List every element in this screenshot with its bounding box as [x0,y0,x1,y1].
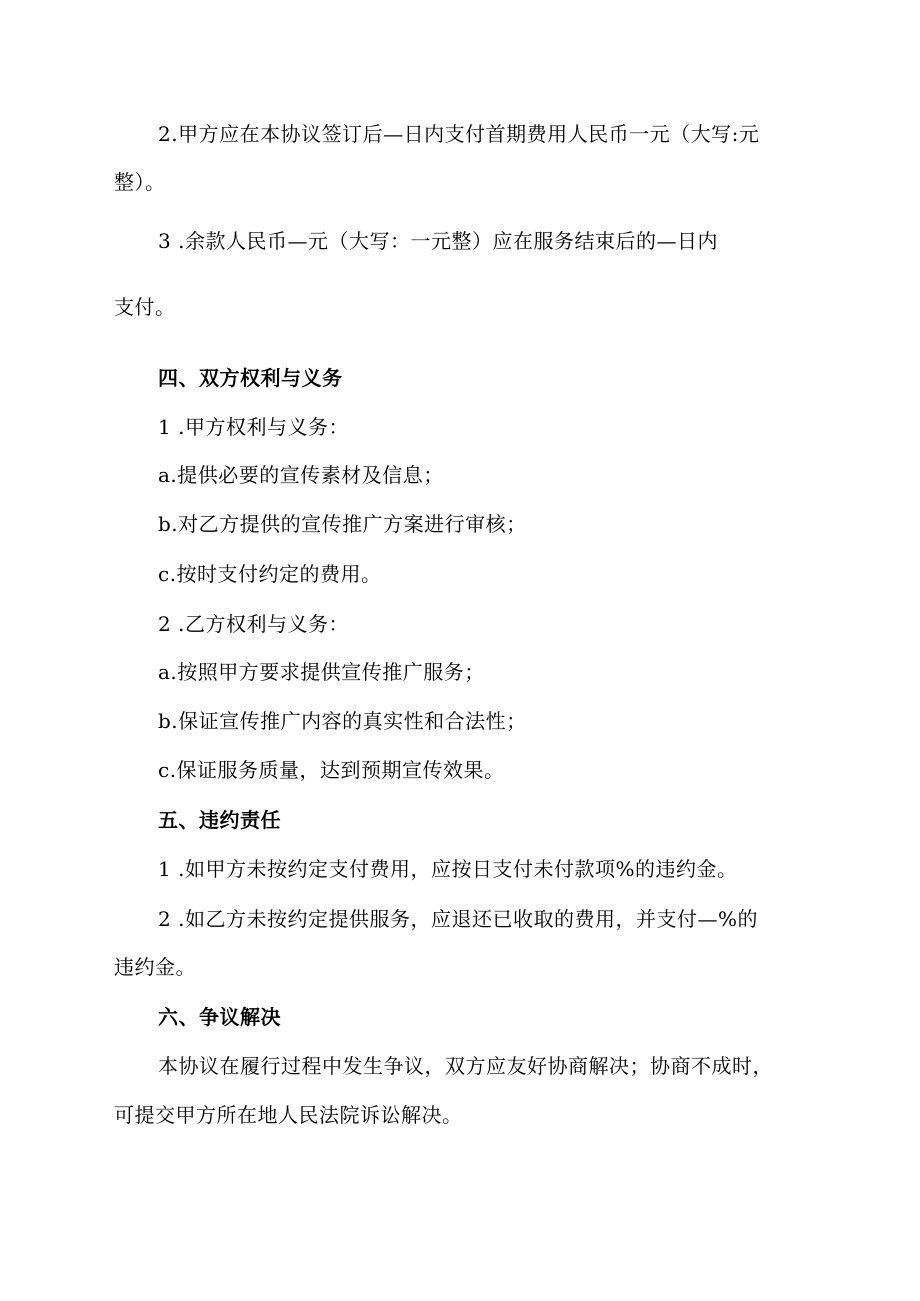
breach-item-2-line-1: 2 .如乙方未按约定提供服务，应退还已收取的费用，并支付—%的 [158,907,758,931]
section-heading-rights-obligations: 四、双方权利与义务 [158,366,343,390]
breach-item-1: 1 .如甲方未按约定支付费用，应按日支付未付款项%的违约金。 [158,857,738,881]
party-b-item: c.保证服务质量，达到预期宣传效果。 [158,758,505,782]
party-a-item: a.提供必要的宣传素材及信息； [158,463,444,487]
party-a-item: c.按时支付约定的费用。 [158,562,382,586]
party-a-item: b.对乙方提供的宣传推广方案进行审核； [158,512,527,536]
breach-item-2-line-2: 违约金。 [114,955,196,979]
party-b-item: a.按照甲方要求提供宣传推广服务； [158,660,485,684]
party-b-item: b.保证宣传推广内容的真实性和合法性； [158,709,527,733]
payment-item-3-line-1: 3 .余款人民币—元（大写：一元整）应在服务结束后的—日内 [158,229,718,253]
dispute-paragraph-line-1: 本协议在履行过程中发生争议，双方应友好协商解决；协商不成时， [158,1054,773,1078]
payment-item-3-line-2: 支付。 [114,295,176,319]
section-heading-breach-liability: 五、违约责任 [158,808,281,832]
payment-item-2-line-2: 整）。 [114,170,166,194]
section-heading-dispute-resolution: 六、争议解决 [158,1005,281,1029]
dispute-paragraph-line-2: 可提交甲方所在地人民法院诉讼解决。 [114,1103,463,1127]
payment-item-2-line-1: 2.甲方应在本协议签订后—日内支付首期费用人民币一元（大写:元 [158,122,760,146]
party-b-title: 2 .乙方权利与义务： [158,612,349,636]
party-a-title: 1 .甲方权利与义务： [158,415,349,439]
